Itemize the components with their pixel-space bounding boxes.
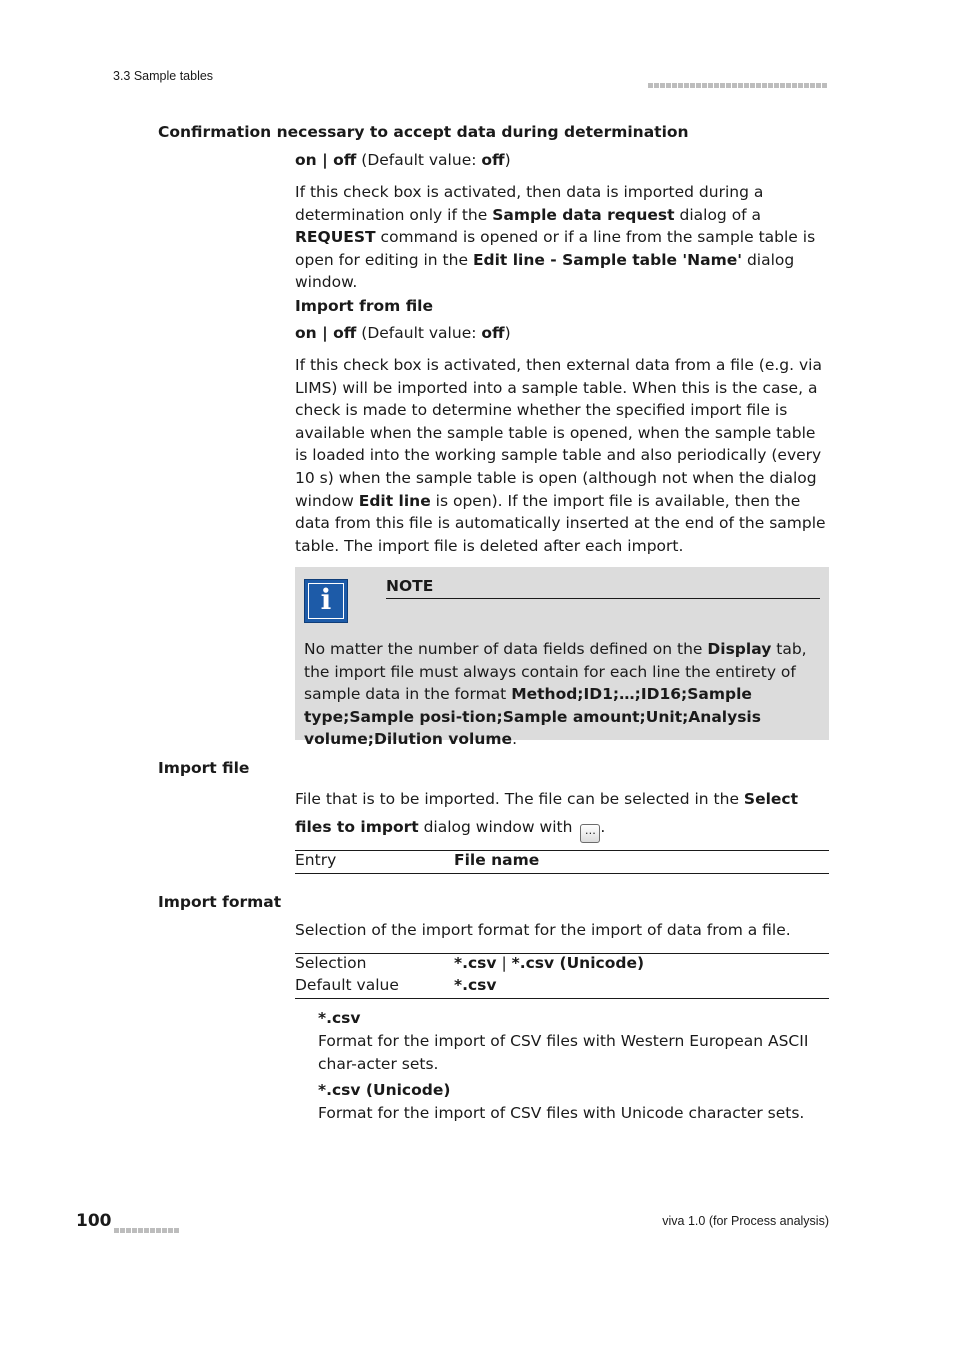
default-prefix: (Default value:	[361, 151, 482, 169]
product-name: viva 1.0 (for Process analysis)	[662, 1214, 829, 1228]
text-run: tab, the import file must always contain for each line the entirety of sample data in the format	[304, 640, 807, 704]
text-run: .	[512, 730, 517, 749]
text-run: is open). If the import file is available, then the data from this file is automatically inserted at the end of the sample table. The import file is deleted after each import.	[295, 491, 826, 555]
option-csv-title: *.csv	[318, 1009, 361, 1027]
entry-value: File name	[454, 851, 540, 869]
table-row	[295, 975, 829, 997]
ui-term: Edit line	[358, 491, 431, 510]
selection-label: Selection	[295, 954, 367, 972]
import-format-heading: Import format	[158, 893, 282, 911]
import-format-description: Selection of the import format for the import of data from a file.	[295, 921, 791, 939]
import-from-file-heading: Import from file	[295, 297, 434, 315]
table-row	[295, 953, 829, 975]
import-file-description	[295, 785, 829, 843]
text-run: If this check box is activated, then data is imported during a determination only if the	[295, 183, 764, 224]
import-from-file-values	[295, 322, 829, 345]
table-rule	[295, 998, 829, 999]
text-run: .	[600, 818, 606, 836]
option-csv: *.csv	[454, 954, 497, 972]
info-icon: i	[304, 579, 348, 623]
option-csv-description: Format for the import of CSV files with Western European ASCII char-acter sets.	[318, 1032, 809, 1073]
confirmation-values	[295, 149, 829, 172]
ui-term: Edit line - Sample table 'Name'	[472, 250, 743, 269]
entry-label: Entry	[295, 851, 337, 869]
default-value: *.csv	[454, 975, 497, 994]
text-run: dialog of a	[674, 205, 762, 224]
confirmation-description	[295, 181, 829, 294]
ui-term: Select files to import	[295, 790, 799, 836]
confirmation-heading: Confirmation necessary to accept data during determination	[158, 123, 689, 141]
default-prefix: (Default value:	[361, 324, 482, 342]
page-number: 100	[76, 1211, 112, 1231]
table-row	[295, 850, 829, 872]
ui-term: REQUEST	[295, 228, 376, 247]
import-file-table	[295, 850, 829, 872]
ui-term: Sample data request	[492, 205, 675, 224]
note-title: NOTE	[386, 577, 820, 599]
default-value: off	[481, 151, 505, 169]
header-decoration-dots	[648, 73, 828, 79]
text-run: dialog window.	[295, 250, 795, 292]
option-csv-unicode-title: *.csv (Unicode)	[318, 1081, 451, 1099]
format-spec: Method;ID1;…;ID16;Sample type;Sample posi-tion;Sample amount;Unit;Analysis volume;Dilution volume	[304, 685, 761, 749]
table-rule	[295, 873, 829, 874]
import-file-heading: Import file	[158, 759, 250, 777]
running-header-section: 3.3 Sample tables	[113, 69, 214, 83]
text-run: If this check box is activated, then external data from a file (e.g. via LIMS) will be imported into a sample table. When this is the case, a check is made to determine whether the specified import file is available when the sample table is opened, when the sample table is loaded into the working sample table and also periodically (every 10 s) when the sample table is open (although not when the dialog window	[295, 356, 822, 510]
text-run: command is opened or if a line from the sample table is open for editing in the	[295, 228, 816, 269]
text-run: File that is to be imported. The file can be selected in the	[295, 790, 744, 808]
confirmation-options: on | off	[295, 151, 357, 169]
import-from-file-options: on | off	[295, 324, 357, 342]
default-suffix: )	[504, 324, 511, 342]
text-run: No matter the number of data fields defined on the	[304, 640, 708, 658]
note-box	[295, 567, 829, 749]
default-suffix: )	[504, 151, 511, 169]
option-csv-unicode-description: Format for the import of CSV files with Unicode character sets.	[318, 1104, 805, 1122]
separator: |	[496, 954, 512, 972]
import-format-table	[295, 953, 829, 996]
footer-decoration-dots	[114, 1218, 180, 1224]
ui-term: Display	[707, 640, 772, 658]
selection-value	[454, 953, 829, 975]
default-value: off	[481, 324, 505, 342]
import-from-file-description	[295, 354, 829, 557]
browse-button-icon: …	[580, 824, 600, 843]
option-csv-unicode: *.csv (Unicode)	[511, 954, 645, 972]
default-value-label: Default value	[295, 975, 399, 994]
text-run: dialog window with	[418, 818, 578, 836]
note-text	[304, 638, 824, 751]
